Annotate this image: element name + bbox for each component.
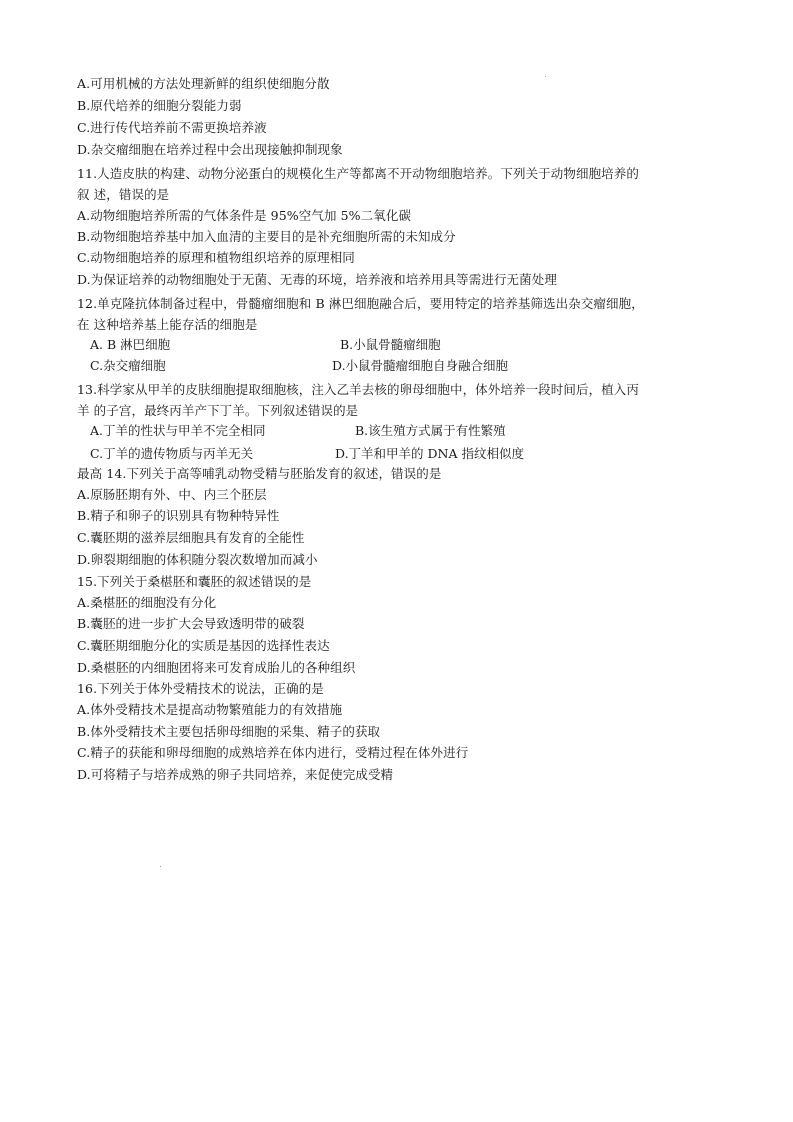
q16-option-d: D.可将精子与培养成熟的卵子共同培养，来促使完成受精 — [77, 767, 394, 782]
q13-option-b: B.该生殖方式属于有性繁殖 — [355, 423, 506, 438]
q16-option-a: A.体外受精技术是提高动物繁殖能力的有效措施 — [77, 702, 343, 717]
q10-option-a: A.可用机械的方法处理新鲜的组织使细胞分散 — [77, 76, 330, 91]
q11-option-c: C.动物细胞培养的原理和植物组织培养的原理相同 — [77, 250, 355, 265]
q14-option-d: D.卵裂期细胞的体积随分裂次数增加而减小 — [77, 552, 318, 567]
q11-option-b: B.动物细胞培养基中加入血清的主要目的是补充细胞所需的未知成分 — [77, 229, 456, 244]
q15-option-b: B.囊胚的进一步扩大会导致透明带的破裂 — [77, 616, 305, 631]
q10-option-d: D.杂交瘤细胞在培养过程中会出现接触抑制现象 — [77, 142, 343, 157]
q15-option-c: C.囊胚期细胞分化的实质是基因的选择性表达 — [77, 638, 330, 653]
q11-stem-line2: 叙 述，错误的是 — [77, 187, 170, 202]
q11-stem-line1: 11.人造皮肤的构建、动物分泌蛋白的规模化生产等都离不开动物细胞培养。下列关于动物细胞培养的 — [77, 166, 639, 181]
q14-stem: 最高 14.下列关于高等哺乳动物受精与胚胎发育的叙述，错误的是 — [77, 466, 442, 481]
q16-option-b: B.体外受精技术主要包括卵母细胞的采集、精子的获取 — [77, 724, 381, 739]
scan-speck — [545, 76, 546, 77]
q12-stem-line2: 在 这种培养基上能存活的细胞是 — [77, 317, 258, 332]
q14-option-a: A.原肠胚期有外、中、内三个胚层 — [77, 487, 267, 502]
q12-option-d: D.小鼠骨髓瘤细胞自身融合细胞 — [332, 358, 509, 373]
q15-option-a: A.桑椹胚的细胞没有分化 — [77, 595, 217, 610]
scan-speck — [160, 866, 161, 867]
q14-option-b: B.精子和卵子的识别具有物种特异性 — [77, 508, 280, 523]
q16-stem: 16.下列关于体外受精技术的说法，正确的是 — [77, 681, 324, 696]
q16-option-c: C.精子的获能和卵母细胞的成熟培养在体内进行，受精过程在体外进行 — [77, 745, 469, 760]
q15-stem: 15.下列关于桑椹胚和囊胚的叙述错误的是 — [77, 574, 312, 589]
q14-option-c: C.囊胚期的滋养层细胞具有发育的全能性 — [77, 530, 305, 545]
q13-stem-line2: 羊 的子宫，最终丙羊产下丁羊。下列叙述错误的是 — [77, 403, 359, 418]
q13-option-a: A.丁羊的性状与甲羊不完全相同 — [90, 423, 266, 438]
q11-option-a: A.动物细胞培养所需的气体条件是 95%空气加 5%二氧化碳 — [77, 208, 412, 223]
q12-option-a: A. B 淋巴细胞 — [90, 337, 171, 352]
q13-option-d: D.丁羊和甲羊的 DNA 指纹相似度 — [335, 446, 524, 461]
q12-option-b: B.小鼠骨髓瘤细胞 — [340, 337, 441, 352]
q10-option-b: B.原代培养的细胞分裂能力弱 — [77, 98, 242, 113]
q13-stem-line1: 13.科学家从甲羊的皮肤细胞提取细胞核，注入乙羊去核的卵母细胞中，体外培养一段时间后，植入丙 — [77, 382, 639, 397]
q12-option-c: C.杂交瘤细胞 — [90, 358, 166, 373]
q11-option-d: D.为保证培养的动物细胞处于无菌、无毒的环境，培养液和培养用具等需进行无菌处理 — [77, 272, 557, 287]
q12-stem-line1: 12.单克隆抗体制备过程中，骨髓瘤细胞和 B 淋巴细胞融合后，要用特定的培养基筛选出杂交瘤细胞， — [77, 296, 644, 311]
q15-option-d: D.桑椹胚的内细胞团将来可发育成胎儿的各种组织 — [77, 660, 356, 675]
q13-option-c: C.丁羊的遗传物质与丙羊无关 — [90, 446, 254, 461]
q10-option-c: C.进行传代培养前不需更换培养液 — [77, 120, 267, 135]
